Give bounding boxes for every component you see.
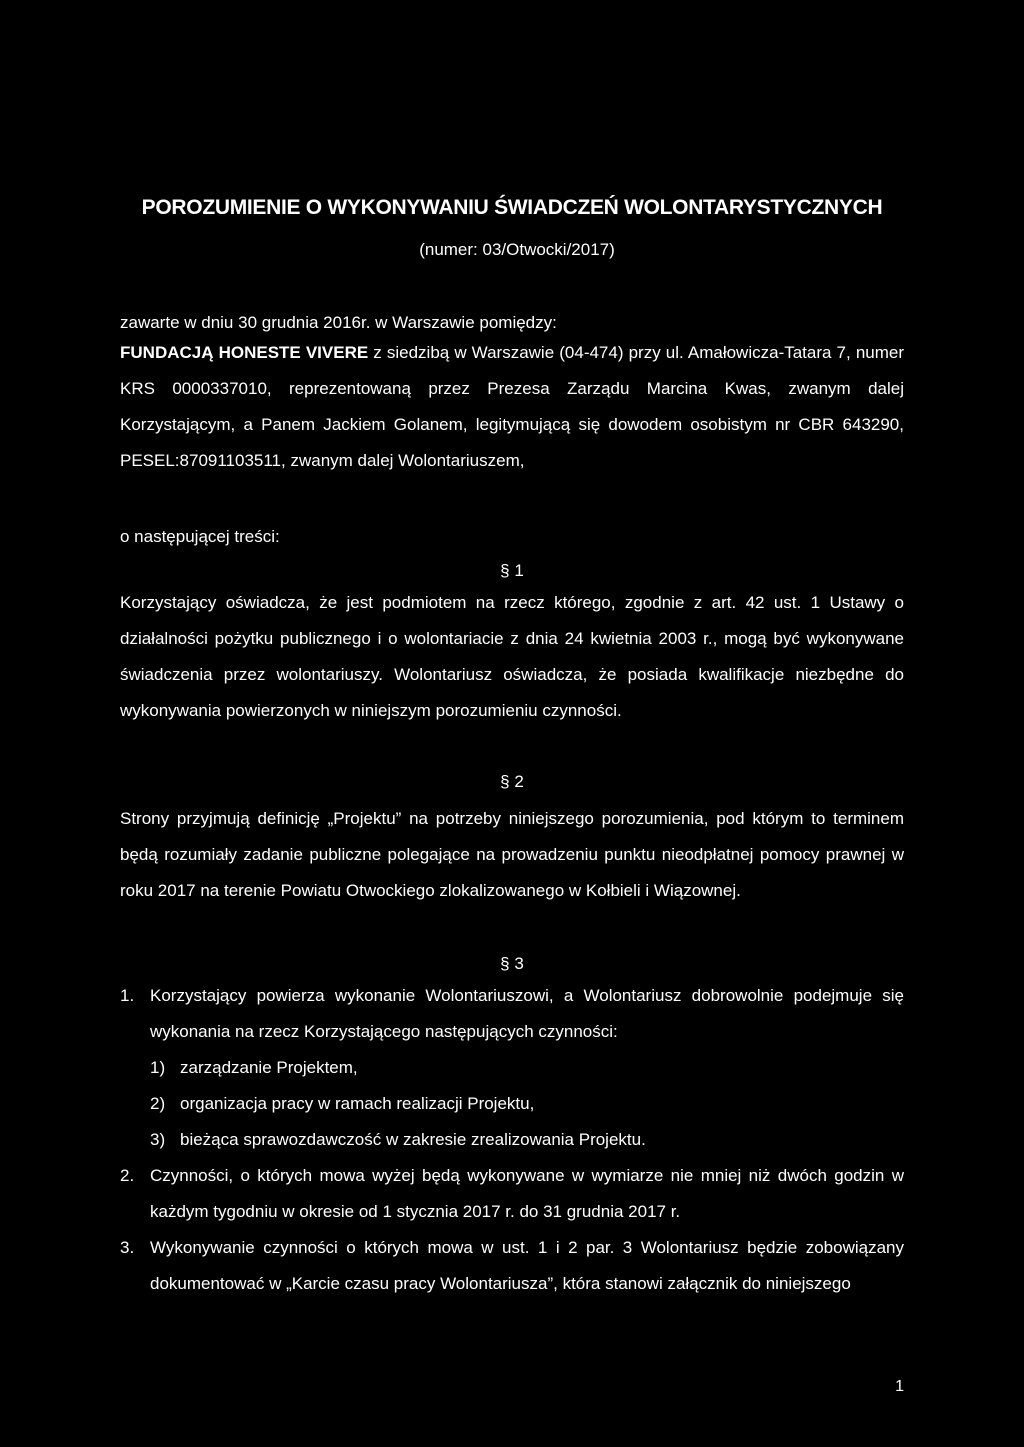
list-item-text: Czynności, o których mowa wyżej będą wykonywane w wymiarze nie mniej niż dwóch godzin w każdym tygodniu w okresie od 1 stycznia 2017 r. do 31 grudnia 2017 r. <box>150 1166 904 1221</box>
list-item-number: 3. <box>120 1238 135 1257</box>
sublist <box>120 1050 904 1158</box>
sublist-item-number: 1) <box>150 1058 166 1077</box>
list-item-text: Wykonywanie czynności o których mowa w ust. 1 i 2 par. 3 Wolontariusz będzie zobowiązany dokumentować w „Karcie czasu pracy Wolontariusza”, która stanowi załącznik do niniejszego <box>150 1238 904 1293</box>
sublist-item-text: organizacja pracy w ramach realizacji Projektu, <box>180 1094 535 1113</box>
list-item-number: 2. <box>120 1166 135 1185</box>
list-item <box>120 1158 904 1230</box>
sublist-item-number: 3) <box>150 1130 166 1149</box>
sublist-item-number: 2) <box>150 1094 166 1113</box>
parties-paragraph <box>120 335 904 479</box>
party-name: FUNDACJĄ HONESTE VIVERE <box>120 343 369 362</box>
sublist-item-text: zarządzanie Projektem, <box>180 1058 358 1077</box>
intro-line: zawarte w dniu 30 grudnia 2016r. w Warszawie pomiędzy: <box>120 313 557 332</box>
party-text: z siedzibą w Warszawie (04-474) przy ul. Amałowicza-Tatara 7, numer KRS 0000337010, reprezentowaną przez Prezesa Zarządu Marcina Kwas, zwanym dalej Korzystającym, a Panem Jackiem Golanem, legitymującą się dowodem osobistym nr CBR 643290, PESEL:87091103511, zwanym dalej Wolontariuszem, <box>120 343 905 470</box>
page-number: 1 <box>895 1378 904 1395</box>
content-intro: o następującej treści: <box>120 527 280 546</box>
document-number: (numer: 03/Otwocki/2017) <box>419 240 615 259</box>
sublist-item <box>150 1050 904 1086</box>
section-3-list <box>120 978 904 1302</box>
list-item <box>120 1230 904 1302</box>
section-3-mark: § 3 <box>500 954 524 973</box>
list-item-text: Korzystający powierza wykonanie Wolontariuszowi, a Wolontariusz dobrowolnie podejmuje się wykonania na rzecz Korzystającego następujących czynności: <box>150 986 904 1041</box>
document-title: POROZUMIENIE O WYKONYWANIU ŚWIADCZEŃ WOLONTARYSTYCZNYCH <box>141 196 883 219</box>
section-2-mark: § 2 <box>500 772 524 791</box>
sublist-item <box>150 1086 904 1122</box>
list-item <box>120 978 904 1050</box>
sublist-item <box>150 1122 904 1158</box>
section-2-text: Strony przyjmują definicję „Projektu” na potrzeby niniejszego porozumienia, pod którym to terminem będą rozumiały zadanie publiczne polegające na prowadzeniu punktu nieodpłatnej pomocy prawnej w roku 2017 na terenie Powiatu Otwockiego zlokalizowanego w Kołbieli i Wiązownej. <box>120 809 904 900</box>
section-1-mark: § 1 <box>500 561 524 580</box>
list-item-number: 1. <box>120 986 135 1005</box>
sublist-item-text: bieżąca sprawozdawczość w zakresie zrealizowania Projektu. <box>180 1130 646 1149</box>
section-1-text: Korzystający oświadcza, że jest podmiotem na rzecz którego, zgodnie z art. 42 ust. 1 Ustawy o działalności pożytku publicznego i o wolontariacie z dnia 24 kwietnia 2003 r., mogą być wykonywane świadczenia przez wolontariuszy. Wolontariusz oświadcza, że posiada kwalifikacje niezbędne do wykonywania powierzonych w niniejszym porozumieniu czynności. <box>120 593 904 720</box>
